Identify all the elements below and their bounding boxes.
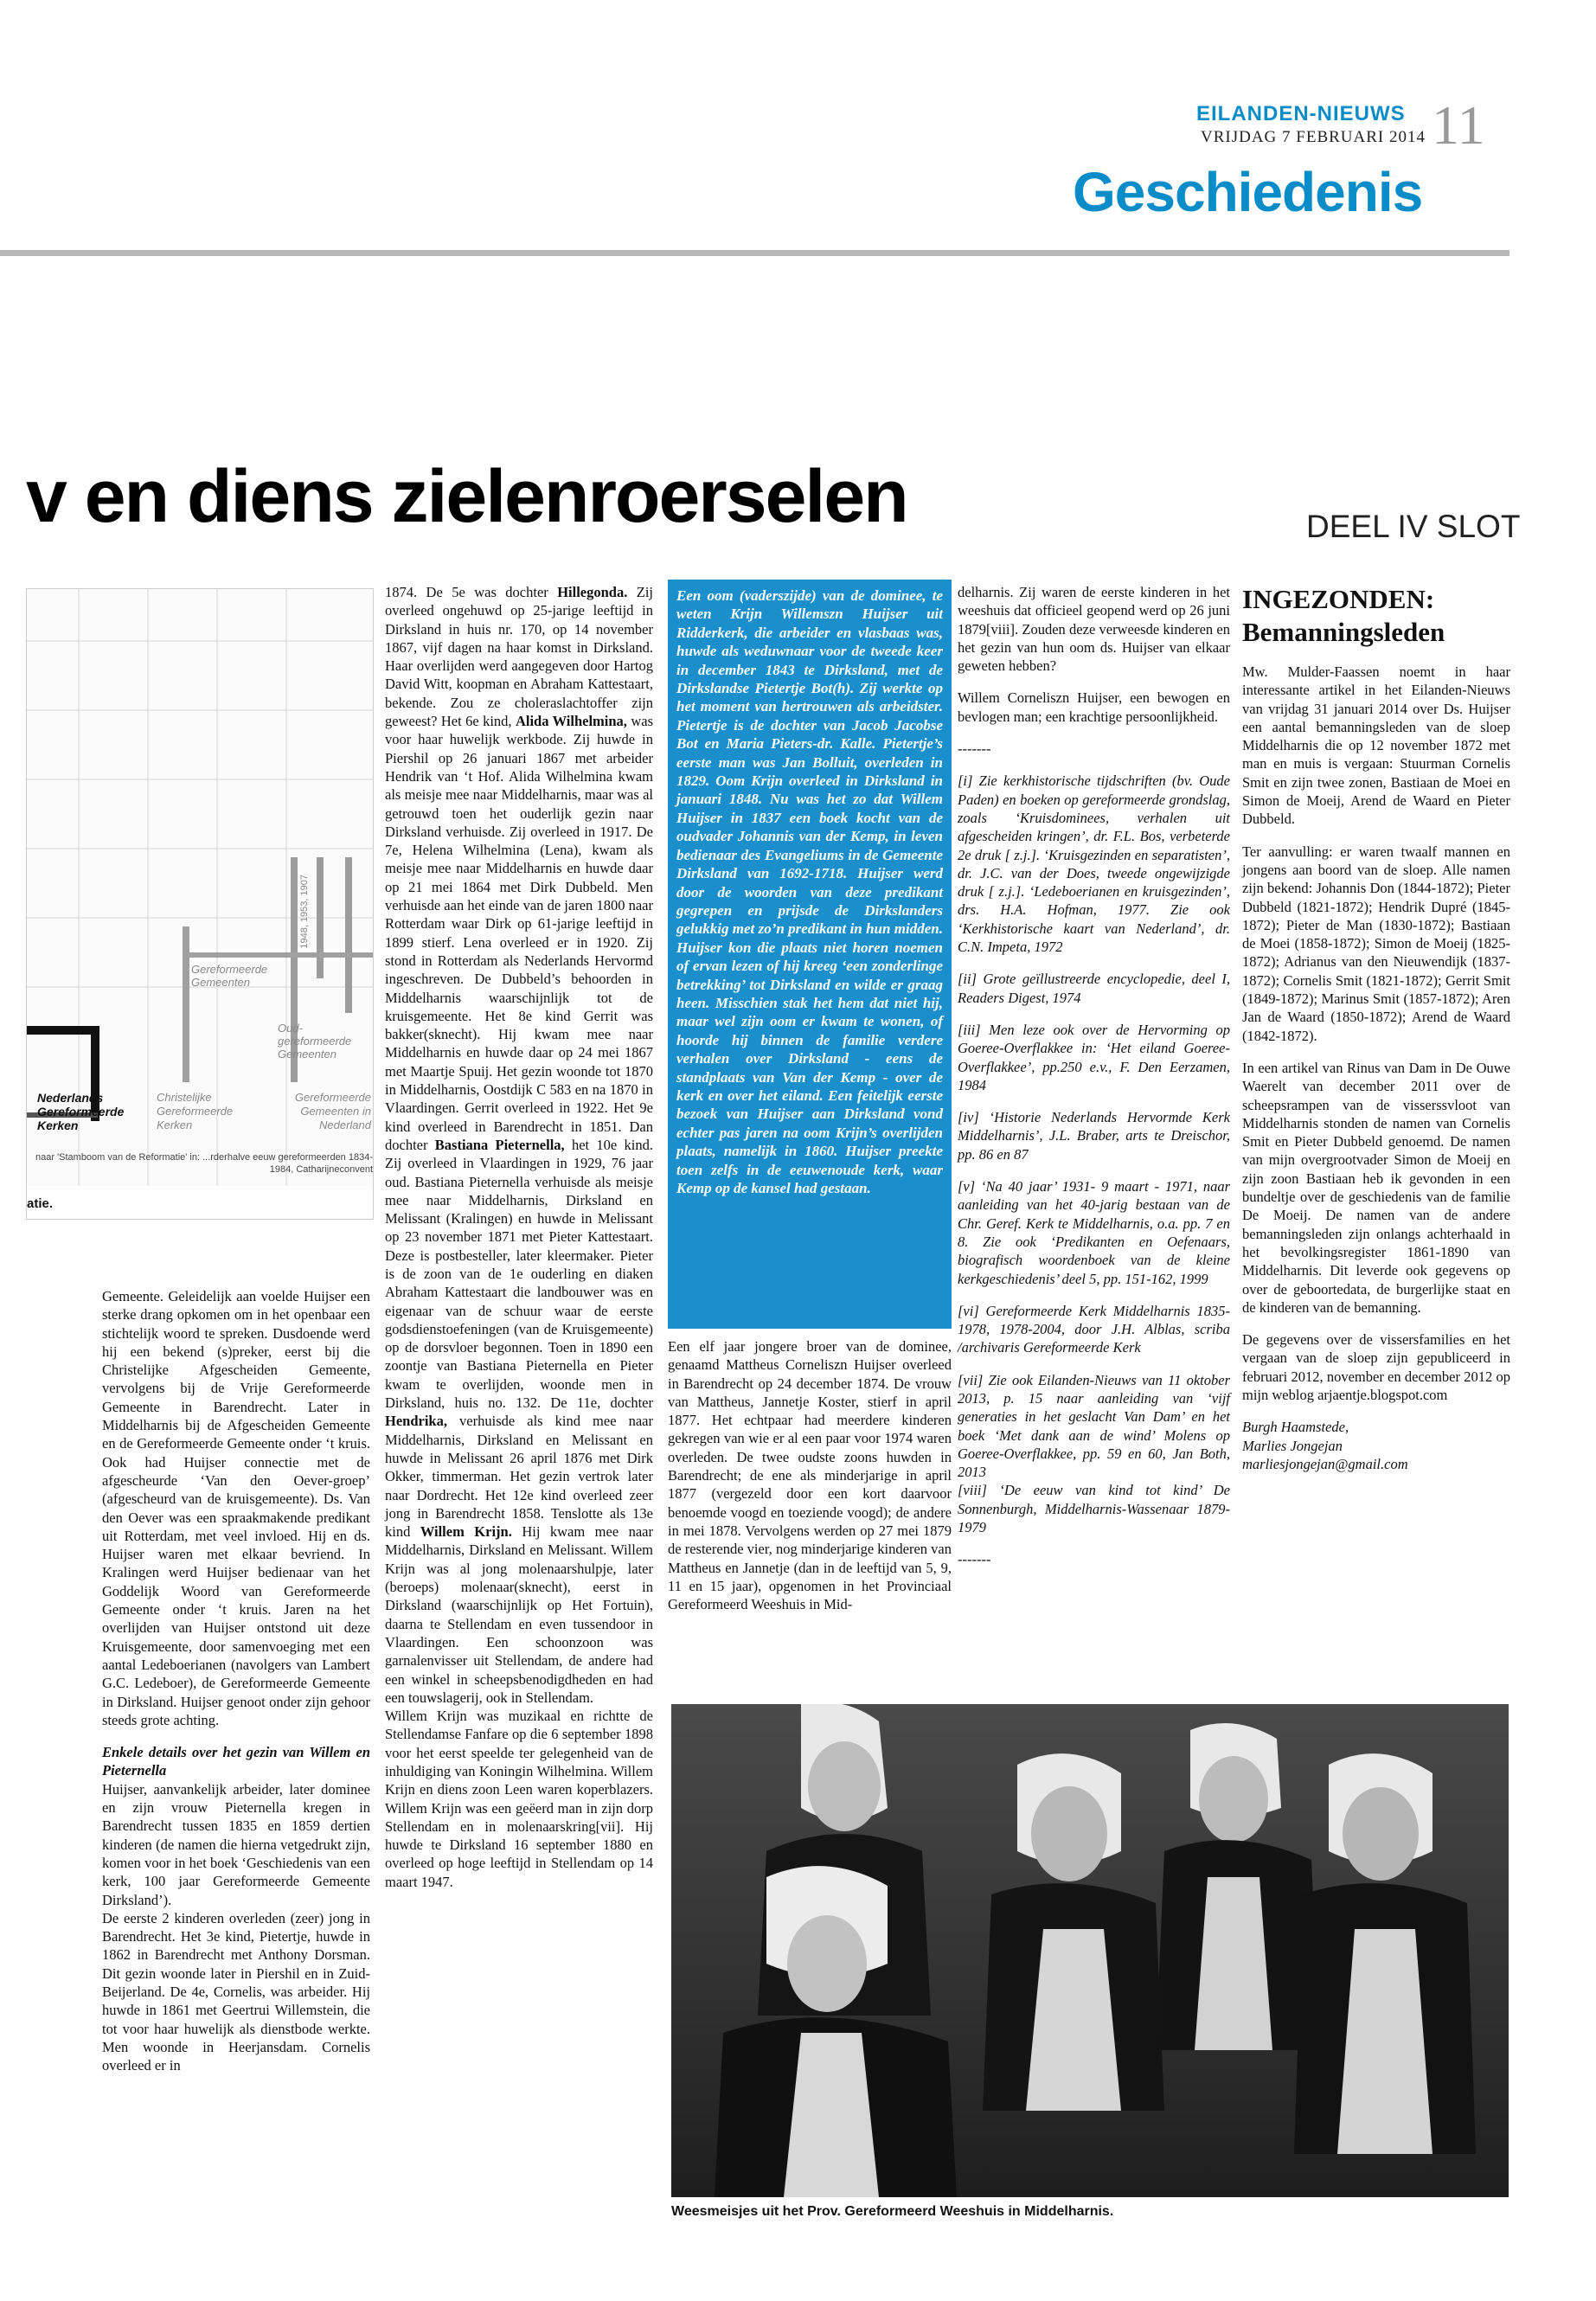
footnote: [i] Zie kerkhistorische tijdschriften (bv. Oude Paden) en boeken op gereformeerde grondslag, zoals ‘Kruisdominees, verhalen uit afgescheiden kringen’, dr. F.L. Bos, verbeterde 2e druk [ z.j.]. ‘Kruisgezinden en separatisten’, dr. J.C. van der Does, tweede ongewijzigde druk [ z.j.]. ‘Ledeboerianen en kruisgezinden’, drs. H.A. Hofman, 1977. Zie ook ‘Kerkhistorische kaart van Nederland’, dr. C.N. Impeta, 1972 [958,772,1230,956]
child-name: Willem Krijn. [420,1523,512,1541]
diagram-label-ned-geref: Nederlands Gereformeerde Kerken [37,1091,125,1132]
newspaper-brand: EILANDEN-NIEUWS [1196,102,1406,125]
signature-place: Burgh Haamstede, [1242,1419,1349,1436]
article-headline: v en diens zielenroerselen [26,455,907,538]
highlight-box [668,580,952,1329]
diagram-label-oud-geref: Oud-gereformeerde Gemeenten [278,1022,352,1061]
signature-name: Marlies Jongejan [1242,1437,1343,1454]
letter-title [1242,583,1510,649]
paragraph: Gemeente. Geleidelijk aan voelde Huijser een sterke drang opkomen om in het openbaar een stichtelijk woord te spreken. Dusdoende werd hij een bekend (s)preker, eerst bij die Christelijke Afgescheiden Gemeente, vervolgens bij de Vrije Gereformeerde Gemeente in Barendrecht. Later in Middelharnis bij de Afgescheiden Gemeente en de Gereformeerde Gemeente onder ‘t kruis. Ook had Huijser connectie met de afgescheurde ‘Van den Oever-groep’ (afgescheurd van de kruisgemeente). Ds. Van den Oever was een spraakmakende predikant uit Rotterdam, met veel invloed. Hij en ds. Huijser waren met elkaar bevriend. In Kralingen werd Huijser bedienaar van het Goddelijk Woord van Gereformeerde Gemeente onder ‘t kruis. Jaren na het overlijden van Huijser ontstond uit deze Kruisgemeente, door samenvoeging met een aantal Ledeboerianen (navolgers van Lambert G.C. Ledeboer), de Gereformeerde Gemeente in Dirksland. Huijser genoot onder zijn gehoor steeds grote achting. [102,1288,370,1728]
header-rule [0,250,1509,256]
section-title: Geschiedenis [1073,161,1423,223]
paragraph: Een elf jaar jongere broer van de dominee, genaamd Mattheus Corneliszn Huijser overleed in Barendrecht op 24 december 1874. De vrouw van Mattheus, Jannetje Koster, stierf in april 1877. Het echtpaar had meerdere kinderen gekregen van wie er al een paar voor 1974 waren overleden. De twee oudste zoons huwden in Barendrecht; de ene als minderjarige in april 1877 (vergezeld door een kort daarvoor benoemde voogd en toeziende voogd); de andere in mei 1878. Vervolgens werden op 27 mei 1879 de resterende vier, nog minderjarige kinderen van Mattheus en Jannetje (dan in de leeftijd van 5, 9, 11 en 15 jaar), opgenomen in het Provinciaal Gereformeerd Weeshuis in Mid- [668,1338,952,1613]
diagram-source: naar 'Stamboom van de Reformatie' in: ...rderhalve eeuw gereformeerden 1834-1984, Catharijneconvent [35,1152,373,1175]
issue-date: VRIJDAG 7 FEBRUARI 2014 [1201,128,1426,146]
series-label: DEEL IV SLOT [1306,509,1521,544]
paragraph: Mw. Mulder-Faassen noemt in haar interessante artikel in het Eilanden-Nieuws van vrijdag 31 januari 2014 over Ds. Huijser een aantal bemanningsleden van de sloep Middelharnis die op 12 november 1872 met man en muis is vergaan: Stuurman Cornelis Smit en zijn twee zonen, Bastiaan de Moei en Simon de Moeij, Arend de Waard en Pieter Dubbeld. [1242,663,1510,828]
church-history-diagram [26,588,374,1220]
orphan-girls-photo [671,1704,1509,2197]
paragraph: De gegevens over de vissersfamilies en het vergaan van de sloep zijn gepubliceerd in februari 2012, november en december 2012 op mijn weblog arjaentje.blogspot.com [1242,1331,1510,1403]
diagram-label-geref-gemeenten: Gereformeerde Gemeenten [191,963,268,989]
diagram-label-geref-in-ned: Gereformeerde Gemeenten in Nederland [294,1091,371,1131]
article-column-3 [668,1337,952,1613]
paragraph: Willem Krijn was muzikaal en richtte de Stellendamse Fanfare op die 6 september 1898 voor het eerst speelde ter gelegenheid van de inhuldiging van Koningin Wilhelmina. Willem Krijn en diens zoon Leen waren koperblazers. Willem Krijn was een geëerd man in zijn dorp Stellendam en in molenaarskring[vii]. Hij huwde te Dirksland 16 september 1880 en overleed op hoge leeftijd in Stellendam op 14 maart 1947. [385,1708,653,1890]
paragraph: 1874. De 5e was dochter Hillegonda. Zij overleed ongehuwd op 25-jarige leeftijd in Dirksland in huis nr. 170, op 14 november 1867, vijf dagen na haar komst in Dirksland. Haar overlijden werd aangegeven door Hartog David Witt, koopman en Abraham Kattestaart, bekende. Zou ze choleraslachtoffer zijn geweest? Het 6e kind, Alida Wilhelmina, was voor haar huwelijk werkbode. Zij huwde in Piershil op 26 januari 1867 met arbeider Hendrik van ‘t Hof. Alida Wilhelmina kwam als meisje mee naar Middelharnis, maar was al getrouwd toen het ouderlijk gezin naar Dirksland verhuisde. Zij overleed in 1917. De 7e, Helena Wilhelmina (Lena), kwam als meisje mee naar Middelharnis en huwde daar op 21 mei 1864 met Dirk Dubbeld. Men verhuisde aan het einde van de jaren 1800 naar Rotterdam waar Dirk op 61-jarige leeftijd in 1899 stierf. Lena overleed er in 1920. Zij stond in Rotterdam als Nederlands Hervormd ingeschreven. De Dubbeld’s behoorden in Middelharnis waarschijnlijk tot de kruisgemeente. Het 8e kind Gerrit was bakker(sknecht). Hij kwam mee naar Middelharnis en huwde daar op 24 mei 1867 met Maartje Spuij. Het gezin woonde tot 1870 in Middelharnis, Oostdijk C 583 en na 1870 in Vlaardingen. Gerrit overleed in 1922. Het 9e kind overleed in Barendrecht in 1851. Dan dochter Bastiana Pieternella, het 10e kind. Zij overleed in Vlaardingen in 1929, 76 jaar oud. Bastiana Pieternella verhuisde als meisje mee naar Middelharnis, Dirksland en Melissant (Kralingen) en huwde in Melissant op 23 november 1871 met Pieter Kattestaart. Deze is postbesteller, later kleermaker. Pieter is de zoon van de 1e ouderling en diaken Abraham Kattestaart die landbouwer was en eigenaar van de schuur waar de eerste godsdienstoefeningen (van de Kruisgemeente) op de dorsvloer begonnen. Toen in 1890 een zoontje van Bastiana Pieternella en Pieter kwam te overlijden, woonde men in Dirksland, huis no. 132. De 11e, dochter Hendrika, verhuisde als kind mee naar Middelharnis, Dirksland en Melissant en huwde in Melissant 26 april 1876 met Dirk Okker, timmerman. Het gezin vertrok later naar Dordrecht. Het 12e kind overleed zeer jong in Barendrecht 1858. Tenslotte als 13e kind Willem Krijn. Hij kwam mee naar Middelharnis, Dirksland en Melissant. Willem Krijn was al jong molenaarshulpje, later (beroeps) molenaar(sknecht), eerst in Dirksland (waarschijnlijk op Het Fortuin), daarna te Stellendam en even tussendoor in Vlaardingen. Een schoonzoon was garnalenvisser uit Stellendam, de andere had een winkel in scheepsbenodigdheden en had een touwslagerij, ook in Stellendam. [385,584,653,1706]
diagram-caption-fragment: atie. [27,1196,54,1211]
diagram-years: 1948, 1953, 1907 [299,875,310,949]
subheading: Enkele details over het gezin van Willem en Pieternella [102,1744,370,1779]
paragraph: De eerste 2 kinderen overleden (zeer) jong in Barendrecht. Het 3e kind, Pietertje, huwde in 1862 in Barendrecht met Anthony Dorsman. Dit gezin woonde later in Piershil en in Zuid-Beijerland. De 4e, Cornelis, was arbeider. Hij huwde in 1861 met Geertrui Willemstein, die tot voor haar huwelijk als dienstbode werkte. Men woonde in Heerjansdam. Cornelis overleed er in [102,1909,370,2074]
page-number: 11 [1432,94,1485,156]
paragraph: Willem Corneliszn Huijser, een bewogen en bevlogen man; een krachtige persoonlijkheid. [958,689,1230,725]
photo-caption: Weesmeisjes uit het Prov. Gereformeerd Weeshuis in Middelharnis. [671,2204,1114,2219]
photo-graphic [671,1704,1509,2197]
signature-email: marliesjongejan@gmail.com [1242,1455,1408,1472]
paragraph: delharnis. Zij waren de eerste kinderen in het weeshuis dat officieel geopend werd op 26 juni 1879[viii]. Zouden deze verweesde kinderen en het gezin van hun oom ds. Huijser van elkaar geweten hebben? [958,584,1230,675]
child-name: Hillegonda. [557,584,628,600]
highlight-text: Een oom (vaderszijde) van de dominee, te weten Krijn Willemszn Huijser uit Ridderkerk, die arbeider en vlasbaas was, huwde als weduwnaar voor de tweede keer in december 1843 te Dirksland, met de Dirkslandse Pietertje Bot(h). Zij werkte op het moment van hertrouwen als arbeidster. Pietertje is de dochter van Jacob Jacobse Bot en Maria Pieters-dr. Kalle. Pietertje’s eerste man was Jan Bolluit, overleden in 1829. Oom Krijn overleed in Dirksland in januari 1848. Nu was het zo dat Willem Huijser in 1837 een boek kocht van de oudvader Johannis van der Kemp, in leven bedienaar des Evangeliums in de Gemeente Dirksland van 1692-1718. Huijser werd door de woorden van deze predikant gegrepen en prijsde de Dirkslanders gelukkig met zo’n predikant in hun midden. Huijser kon die plaats niet horen noemen of ervan lezen of hij kreeg ‘een zonderlinge betrekking’ tot Dirksland en wilde er graag heen. Misschien stak het hem dat niet hij, maar wel zijn oom er kwam te wonen, of hoorde hij binnen de familie verdere verhalen over Dirksland - eens de standplaats van Van der Kemp - over de kerk en over het eiland. Een feitelijk eerste bezoek van Huijser aan Dirksland vond echter pas jaren na oom Krijn’s overlijden plaats, namelijk in 1860. Huijser preekte toen zelfs in de eeuwenoude kerk, waar Kemp op de kansel had gestaan. [676,587,943,1196]
paragraph: Ter aanvulling: er waren twaalf mannen en jongens aan boord van de sloep. Alle namen zijn bekend: Johannis Don (1844-1872); Pieter Dubbeld (1821-1872); Hendrik Dupré (1845-1872); Pieter de Man (1830-1872); Bastiaan de Moei (1858-1872); Simon de Moeij (1825-1872); Adrianus van den Nieuwendijk (1837-1872); Cornelis Smit (1821-1872); Gerrit Smit (1849-1872); Marinus Smit (1857-1872); Aren Jan de Waard (1850-1872); Arend de Waard (1842-1872). [1242,843,1510,1044]
separator: ------- [958,740,991,758]
footnote: [iii] Men leze ook over de Hervorming op Goeree-Overflakkee in: ‘Het eiland Goeree-Overflakkee’, pp.250 e.v., F. Den Eerzamen, 1984 [958,1021,1230,1093]
diagram-label-christelijke: Christelijke Gereformeerde Kerken [157,1091,234,1131]
footnote: [viii] ‘De eeuw van kind tot kind’ De Sonnenburgh, Middelharnis-Wassenaar 1879-1979 [958,1482,1230,1536]
paragraph: In een artikel van Rinus van Dam in De Ouwe Waerelt van december 2011 over de scheepsrampen van de visserssvloot van Middelharnis stonden de namen van Cornelis Smit en Pieter Dubbeld genoemd. De namen van mijn overgrootvader Simon de Moeij en zijn zoon Bastiaan heb ik gevonden in een bundeltje over de geschiedenis van de familie De Moeij. De namen van de andere bemanningsleden zijn onlangs achterhaald in het bevolkingsregister 1861-1890 van Middelharnis. Dit leverde ook gegevens op over de geboortedata, de burgerlijke staat en de kinderen van de bemanning. [1242,1059,1510,1316]
footnote: [v] ‘Na 40 jaar’ 1931- 9 maart - 1971, naar aanleiding van het 40-jarig bestaan van de Chr. Geref. Kerk te Middelharnis, o.a. pp. 7 en 8. Zie ook ‘Predikanten en Oefenaars, biografisch woordenboek van de kleine kerkgeschiedenis’ deel 5, pp. 151-162, 1999 [958,1178,1230,1287]
letter-title-line-2: Bemanningsleden [1242,617,1445,647]
article-column-4 [958,583,1230,1569]
letter-title-line-1: INGEZONDEN: [1242,584,1435,614]
footnote: [vi] Gereformeerde Kerk Middelharnis 1835-1978, 1978-2004, door J.H. Alblas, scriba /archivaris Gereformeerde Kerk [958,1302,1230,1356]
child-name: Alida Wilhelmina, [515,713,627,730]
footnote: [iv] ‘Historie Nederlands Hervormde Kerk Middelharnis’, J.L. Braber, arts te Dreischor, pp. 86 en 87 [958,1109,1230,1163]
letter-column [1242,583,1510,1473]
article-column-2 [385,583,653,1891]
separator: ------- [958,1551,991,1568]
footnote: [vii] Zie ook Eilanden-Nieuws van 11 oktober 2013, p. 15 naar aanleiding van ‘vijf generaties in het geslacht Van Dam’ en het boek ‘Met dank aan de wind’ Molens op Goeree-Overflakkee, pp. 59 en 60, Jan Both, 2013 [958,1371,1230,1481]
child-name: Hendrika, [385,1413,447,1430]
child-name: Bastiana Pieternella, [434,1136,565,1153]
paragraph: Huijser, aanvankelijk arbeider, later dominee en zijn vrouw Pieternella kregen in Barendrecht tussen 1835 en 1859 dertien kinderen (de namen die hierna vetgedrukt zijn, komen voor in het boek ‘Geschiedenis van een kerk, 100 jaar Gereformeerde Gemeente Dirksland’). [102,1780,370,1908]
article-column-1 [102,1287,370,2074]
footnote: [ii] Grote geïllustreerde encyclopedie, deel I, Readers Digest, 1974 [958,971,1230,1006]
